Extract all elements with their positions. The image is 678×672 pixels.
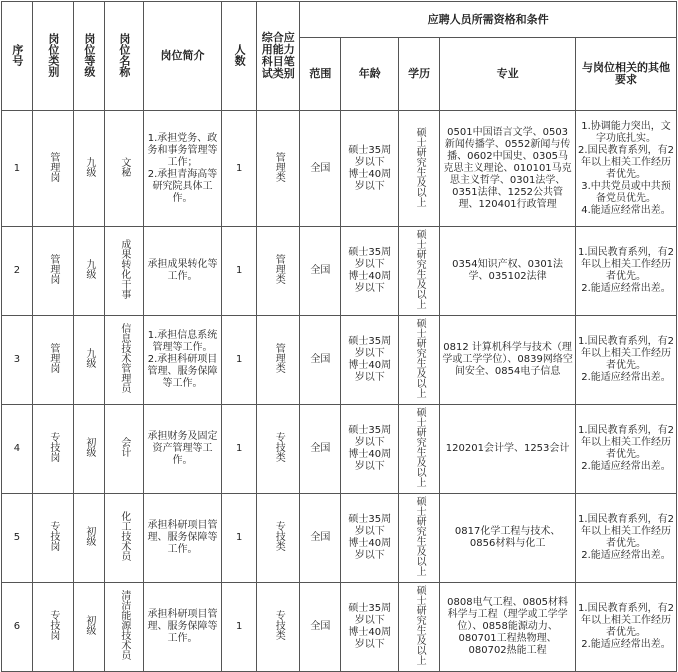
table-row — [2, 227, 677, 316]
cell-age: 硕士35周岁以下 博士40周岁以下 — [341, 405, 399, 494]
cell-other-requirements: 1.国民教育系列，有2年以上相关工作经历者优先。 2.能适应经常出差。 — [576, 316, 677, 405]
cell-count: 1 — [222, 583, 257, 672]
cell-level: 九级 — [74, 316, 105, 405]
cell-count: 1 — [222, 405, 257, 494]
cell-major: 120201会计学、1253会计 — [440, 405, 576, 494]
cell-intro: 承担财务及固定资产管理等工作。 — [143, 405, 221, 494]
cell-other-requirements: 1.国民教育系列，有2年以上相关工作经历者优先。 2.能适应经常出差。 — [576, 227, 677, 316]
cell-scope: 全国 — [300, 227, 341, 316]
table-row — [2, 111, 677, 227]
cell-age: 硕士35周岁以下 博士40周岁以下 — [341, 583, 399, 672]
cell-exam-category: 专技类 — [257, 405, 300, 494]
cell-seq: 5 — [2, 494, 33, 583]
header-exam-category: 综合应用能力科目笔试类别 — [257, 2, 300, 111]
cell-other-requirements: 1.国民教育系列，有2年以上相关工作经历者优先。 2.能适应经常出差。 — [576, 583, 677, 672]
header-education: 学历 — [399, 38, 440, 111]
cell-education: 硕士研究生及以上 — [399, 405, 440, 494]
table-row — [2, 494, 677, 583]
cell-position-name: 成果转化干事 — [104, 227, 143, 316]
cell-count: 1 — [222, 494, 257, 583]
cell-seq: 1 — [2, 111, 33, 227]
cell-intro: 1.承担党务、政务和事务管理等工作； 2.承担青海高等研究院具体工作。 — [143, 111, 221, 227]
header-age: 年龄 — [341, 38, 399, 111]
header-major: 专业 — [440, 38, 576, 111]
cell-seq: 6 — [2, 583, 33, 672]
cell-other-requirements: 1.国民教育系列，有2年以上相关工作经历者优先。 2.能适应经常出差。 — [576, 494, 677, 583]
cell-level: 初级 — [74, 494, 105, 583]
table-row — [2, 583, 677, 672]
cell-major: 0501中国语言文学、0503新闻传播学、0552新闻与传播、0602中国史、0305马克思主义理论、010101马克思主义哲学、0301法学、0351法律、1252公共管理、120401行政管理 — [440, 111, 576, 227]
cell-category: 管理岗 — [32, 316, 73, 405]
cell-count: 1 — [222, 111, 257, 227]
cell-count: 1 — [222, 316, 257, 405]
cell-level: 初级 — [74, 583, 105, 672]
cell-level: 九级 — [74, 227, 105, 316]
cell-level: 初级 — [74, 405, 105, 494]
cell-intro: 承担科研项目管理、服务保障等工作。 — [143, 583, 221, 672]
cell-scope: 全国 — [300, 111, 341, 227]
table-row — [2, 405, 677, 494]
cell-seq: 3 — [2, 316, 33, 405]
table-row — [2, 316, 677, 405]
header-name: 岗位名称 — [104, 2, 143, 111]
cell-scope: 全国 — [300, 583, 341, 672]
cell-count: 1 — [222, 227, 257, 316]
cell-major: 0812 计算机科学与技术（理学或工学学位）、0839网络空间安全、0854电子信息 — [440, 316, 576, 405]
cell-category: 专技岗 — [32, 405, 73, 494]
header-requirements-group: 应聘人员所需资格和条件 — [300, 2, 677, 38]
cell-scope: 全国 — [300, 316, 341, 405]
cell-age: 硕士35周岁以下 博士40周岁以下 — [341, 227, 399, 316]
cell-intro: 1.承担信息系统管理等工作。 2.承担科研项目管理、服务保障等工作。 — [143, 316, 221, 405]
cell-education: 硕士研究生及以上 — [399, 494, 440, 583]
cell-category: 管理岗 — [32, 227, 73, 316]
cell-age: 硕士35周岁以下 博士40周岁以下 — [341, 316, 399, 405]
header-level: 岗位等级 — [74, 2, 105, 111]
header-seq: 序号 — [2, 2, 33, 111]
cell-other-requirements: 1.协调能力突出，文字功底扎实。 2.国民教育系列，有2年以上相关工作经历者优先。 3.中共党员或中共预备党员优先。 4.能适应经常出差。 — [576, 111, 677, 227]
cell-exam-category: 管理类 — [257, 111, 300, 227]
cell-exam-category: 管理类 — [257, 316, 300, 405]
cell-age: 硕士35周岁以下 博士40周岁以下 — [341, 494, 399, 583]
cell-major: 0817化学工程与技术、0856材料与化工 — [440, 494, 576, 583]
cell-position-name: 文秘 — [104, 111, 143, 227]
cell-category: 专技岗 — [32, 583, 73, 672]
cell-education: 硕士研究生及以上 — [399, 583, 440, 672]
header-count: 人数 — [222, 2, 257, 111]
cell-category: 专技岗 — [32, 494, 73, 583]
cell-intro: 承担科研项目管理、服务保障等工作。 — [143, 494, 221, 583]
cell-level: 九级 — [74, 111, 105, 227]
cell-intro: 承担成果转化等工作。 — [143, 227, 221, 316]
cell-position-name: 会计 — [104, 405, 143, 494]
recruitment-table — [1, 1, 677, 672]
cell-age: 硕士35周岁以下 博士40周岁以下 — [341, 111, 399, 227]
cell-seq: 4 — [2, 405, 33, 494]
cell-scope: 全国 — [300, 405, 341, 494]
cell-scope: 全国 — [300, 494, 341, 583]
cell-education: 硕士研究生及以上 — [399, 111, 440, 227]
header-scope: 范围 — [300, 38, 341, 111]
cell-major: 0354知识产权、0301法学、035102法律 — [440, 227, 576, 316]
cell-position-name: 化工技术员 — [104, 494, 143, 583]
cell-major: 0808电气工程、0805材料科学与工程（理学或工学学位）、0858能源动力、080701工程热物理、080702热能工程 — [440, 583, 576, 672]
cell-seq: 2 — [2, 227, 33, 316]
cell-exam-category: 专技类 — [257, 583, 300, 672]
header-category: 岗位类别 — [32, 2, 73, 111]
cell-category: 管理岗 — [32, 111, 73, 227]
cell-education: 硕士研究生及以上 — [399, 227, 440, 316]
cell-exam-category: 专技类 — [257, 494, 300, 583]
header-other-requirements: 与岗位相关的其他要求 — [576, 38, 677, 111]
cell-position-name: 信息技术管理员 — [104, 316, 143, 405]
cell-other-requirements: 1.国民教育系列，有2年以上相关工作经历者优先。 2.能适应经常出差。 — [576, 405, 677, 494]
cell-exam-category: 管理类 — [257, 227, 300, 316]
cell-position-name: 清洁能源技术员 — [104, 583, 143, 672]
header-intro: 岗位简介 — [143, 2, 221, 111]
cell-education: 硕士研究生及以上 — [399, 316, 440, 405]
